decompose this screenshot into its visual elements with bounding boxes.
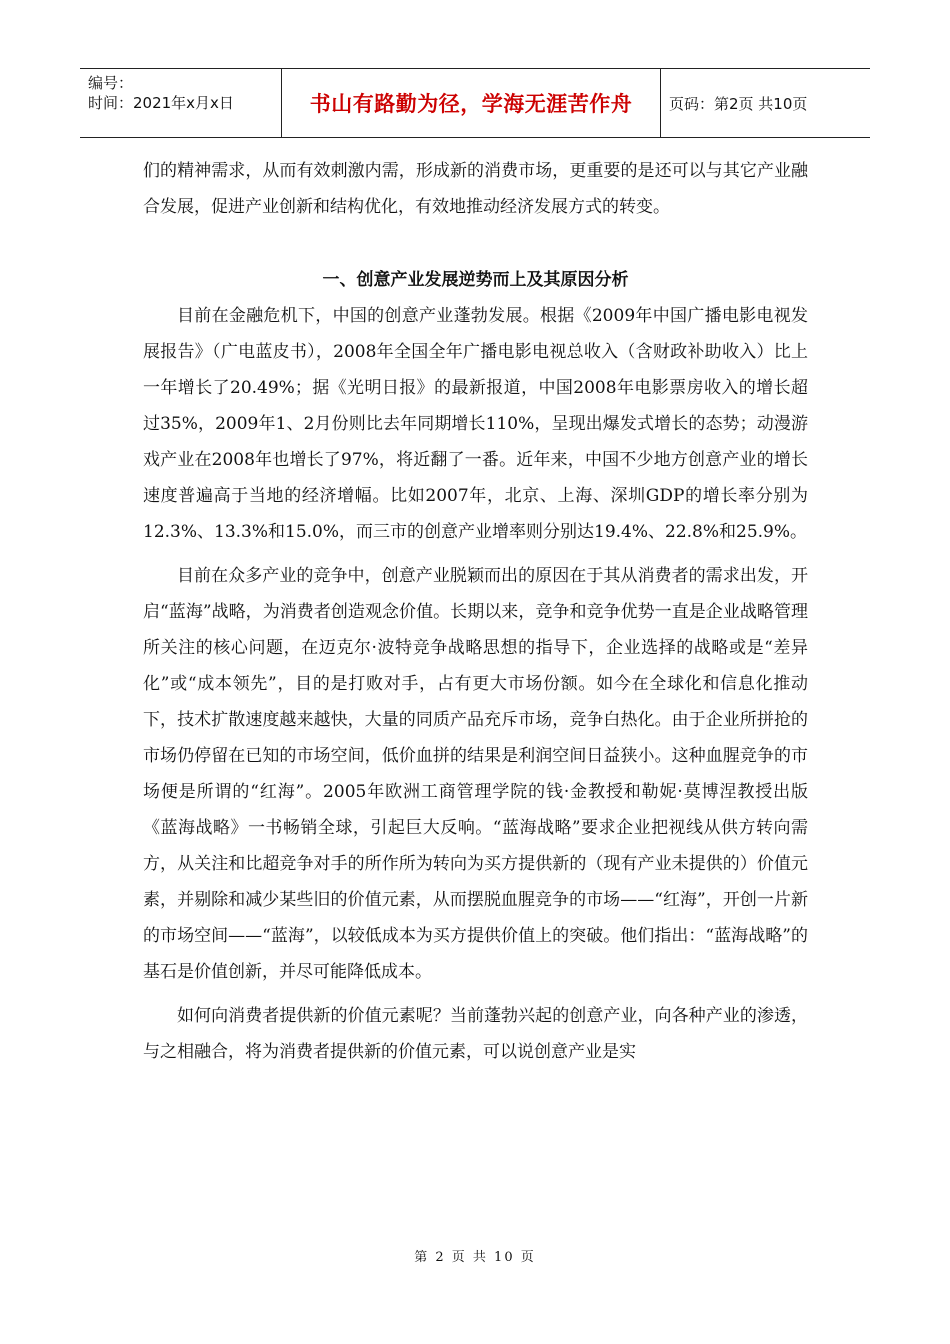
paragraph: 目前在金融危机下，中国的创意产业蓬勃发展。根据《2009年中国广播电影电视发展报告》（广电蓝皮书），2008年全国全年广播电影电视总收入（含财政补助收入）比上一年增长了20.49%；据《光明日报》的最新报道，中国2008年电影票房收入的增长超过35%，2009年1、2月份则比去年同期增长110%，呈现出爆发式增长的态势；动漫游戏产业在2008年也增长了97%，将近翻了一番。近年来，中国不少地方创意产业的增长速度普遍高于当地的经济增幅。比如2007年，北京、上海、深圳GDP的增长率分别为12.3%、13.3%和15.0%，而三市的创意产业增率则分别达19.4%、22.8%和25.9%。 <box>143 306 808 542</box>
header-page-info: 页码：第2页 共10页 <box>669 94 808 113</box>
paragraph: 如何向消费者提供新的价值元素呢？当前蓬勃兴起的创意产业，向各种产业的渗透，与之相融合，将为消费者提供新的价值元素，可以说创意产业是实 <box>143 1006 808 1062</box>
document-number-label: 编号： <box>88 74 134 92</box>
document-body <box>143 153 808 1070</box>
paragraph-continued: 们的精神需求，从而有效刺激内需，形成新的消费市场，更重要的是还可以与其它产业融合发展，促进产业创新和结构优化，有效地推动经济发展方式的转变。 <box>143 161 808 217</box>
document-date: 时间：2021年x月x日 <box>88 94 234 112</box>
header-meta <box>80 69 282 137</box>
paragraph: 目前在众多产业的竞争中，创意产业脱颖而出的原因在于其从消费者的需求出发，开启“蓝海”战略，为消费者创造观念价值。长期以来，竞争和竞争优势一直是企业战略管理所关注的核心问题，在迈克尔·波特竞争战略思想的指导下，企业选择的战略或是“差异化”或“成本领先”，目的是打败对手，占有更大市场份额。如今在全球化和信息化推动下，技术扩散速度越来越快，大量的同质产品充斥市场，竞争白热化。由于企业所拼抢的市场仍停留在已知的市场空间，低价血拼的结果是利润空间日益狭小。这种血腥竞争的市场便是所谓的“红海”。2005年欧洲工商管理学院的钱·金教授和勒妮·莫博涅教授出版《蓝海战略》一书畅销全球，引起巨大反响。“蓝海战略”要求企业把视线从供方转向需方，从关注和比超竞争对手的所作所为转向为买方提供新的（现有产业未提供的）价值元素，并剔除和减少某些旧的价值元素，从而摆脱血腥竞争的市场——“红海”，开创一片新的市场空间——“蓝海”，以较低成本为买方提供价值上的突破。他们指出：“蓝海战略”的基石是价值创新，并尽可能降低成本。 <box>143 566 808 982</box>
page-header <box>80 68 870 138</box>
page-footer: 第 2 页 共 10 页 <box>414 1250 536 1265</box>
section-heading: 一、创意产业发展逆势而上及其原因分析 <box>322 270 629 290</box>
header-motto: 书山有路勤为径，学海无涯苦作舟 <box>282 69 661 137</box>
